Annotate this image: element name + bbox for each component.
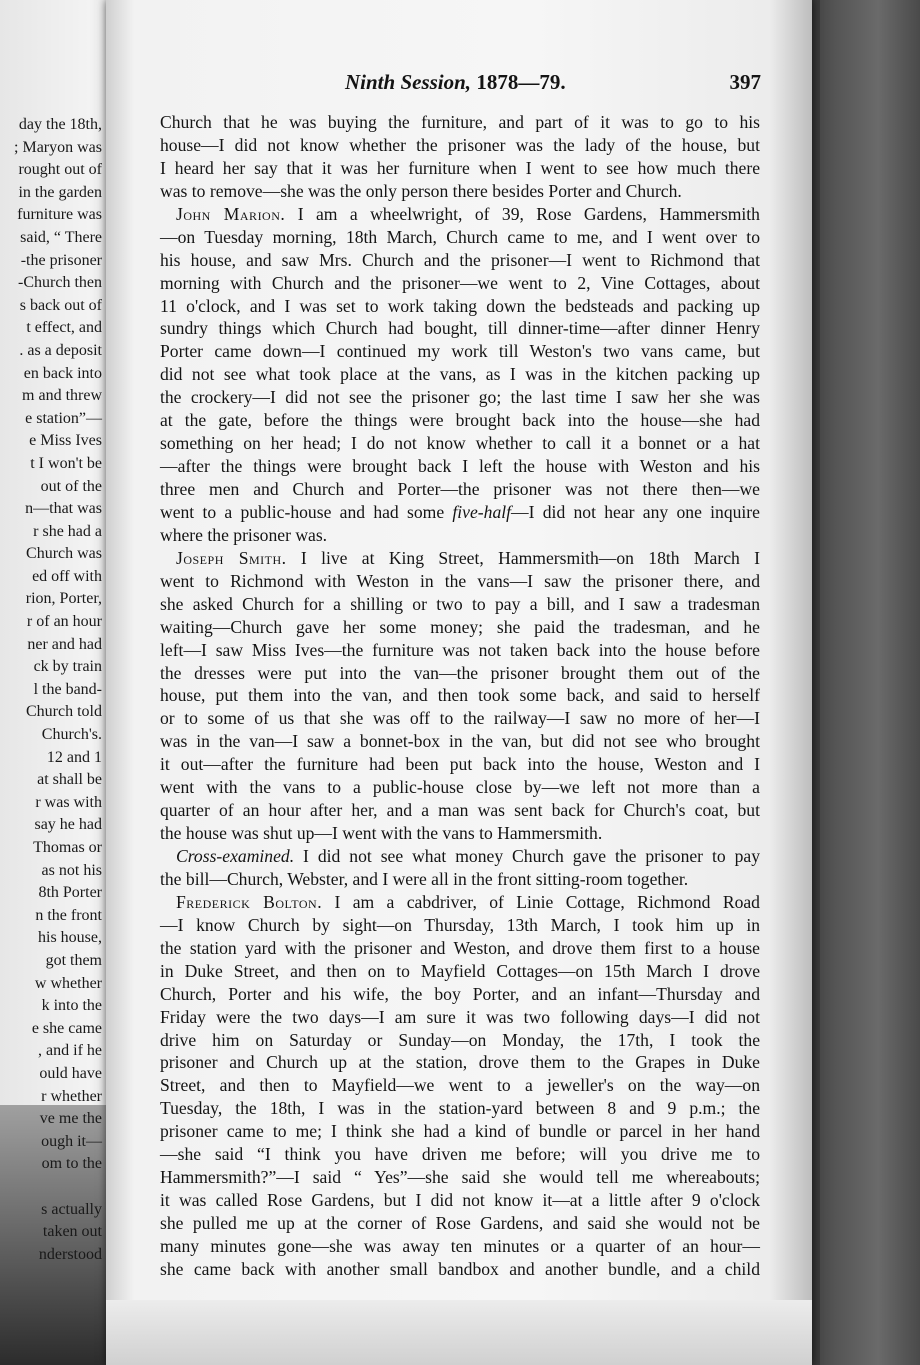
text-line	[160, 822, 760, 845]
page-bottom-margin	[106, 1300, 812, 1365]
facing-page-text	[0, 114, 102, 1266]
text-line: Street, and then to Mayfield—we went to a jeweller's on the way—on	[160, 1075, 760, 1096]
text-line: prisoner and Church up at the station, drove them to the Grapes in Duke	[160, 1052, 760, 1073]
text-line: the dresses were put into the van—the prisoner brought them out of the	[160, 662, 760, 683]
witness-name: Joseph Smith.	[176, 547, 287, 568]
text-line: it was called Rose Gardens, but I did not know it—at a little after 9 o'clock	[160, 1190, 760, 1211]
facing-page-line: rion, Porter,	[25, 590, 102, 608]
page-number: 397	[729, 70, 761, 94]
page-body	[160, 111, 760, 1281]
facing-page-line: as not his	[41, 861, 102, 879]
text-line: Church, Porter and his wife, the boy Porter, and an infant—Thursday and	[160, 983, 760, 1004]
facing-page-line: e station”—	[25, 409, 102, 427]
facing-page-line: taken out	[42, 1223, 102, 1241]
text-line: 11 o'clock, and I was set to work taking down the bedsteads and packing up	[160, 295, 760, 316]
text-line: Tuesday, the 18th, I was in the station-yard between 8 and 9 p.m.; the	[160, 1098, 760, 1119]
facing-page-line: ould have	[39, 1064, 102, 1082]
text-line: in Duke Street, and then on to Mayfield Cottages—on 15th March I drove	[160, 960, 760, 981]
text-line: Porter came down—I continued my work till Weston's two vans came, but	[160, 341, 760, 362]
facing-page-line: e she came	[31, 1019, 102, 1037]
text-line: drive him on Saturday or Sunday—on Monday, the 17th, I took the	[160, 1029, 760, 1050]
facing-page-line: s actually	[41, 1200, 102, 1218]
text-line: she came back with another small bandbox and another bundle, and a child	[160, 1258, 760, 1279]
text-line: —after the things were brought back I left the house with Weston and his	[160, 456, 760, 477]
text-line: Church that he was buying the furniture, and part of it was to go to his	[160, 112, 760, 132]
facing-page-line: Church was	[26, 545, 102, 563]
text-line: waiting—Church gave her some money; she paid the tradesman, and he	[160, 616, 760, 637]
text-line	[160, 868, 760, 891]
testimony-text: —I did not hear any one inquire	[511, 501, 760, 522]
text-line	[160, 501, 760, 524]
paragraph-start	[160, 845, 760, 868]
text-line: was in the van—I saw a bonnet-box in the van, but did not see who brought	[160, 731, 760, 752]
facing-page-line: day the 18th,	[18, 116, 102, 133]
text-line: prisoner came to me; I think she had a kind of bundle or parcel in her hand	[160, 1121, 760, 1142]
facing-page-line: 8th Porter	[38, 884, 102, 902]
facing-page-line: . as a deposit	[19, 341, 102, 359]
facing-page-line: e Miss Ives	[29, 432, 102, 450]
paragraph-start	[160, 547, 760, 570]
text-line: or to some of us that she was off to the railway—I saw no more of her—I	[160, 708, 760, 729]
facing-page-line: -Church then	[18, 274, 102, 292]
cross-examined-label: Cross-examined.	[176, 846, 295, 866]
testimony-text: the house was shut up—I went with the vans to Hammersmith.	[160, 823, 603, 844]
text-line: she pulled me up at the corner of Rose Gardens, and said she would not be	[160, 1213, 760, 1233]
text-line: Friday were the two days—I am sure it was two following days—I did not	[160, 1006, 760, 1027]
facing-page-line: in the garden	[18, 183, 102, 201]
facing-page-line: ; Maryon was	[14, 138, 102, 156]
facing-page-line: r was with	[35, 793, 102, 811]
facing-page-line: t effect, and	[26, 319, 102, 337]
text-line: went with the vans to a public-house close by—we left not more than a	[160, 777, 760, 798]
facing-page-line: ough it—	[41, 1132, 102, 1150]
facing-page-line: his house,	[38, 929, 102, 947]
facing-page-line: got them	[45, 951, 102, 969]
facing-page-line: say he had	[34, 816, 102, 834]
text-line: went to Richmond with Weston in the vans—I saw the prisoner there, and	[160, 570, 760, 591]
facing-page-line: n the front	[35, 906, 102, 924]
text-line	[160, 524, 760, 547]
testimony-text: went to a public-house and had some	[160, 501, 453, 522]
text-line: she asked Church for a shilling or two to pay a bill, and I saw a tradesman	[160, 593, 760, 614]
text-line: the station yard with the prisoner and Weston, and drove them first to a house	[160, 937, 760, 958]
witness-name: Frederick Bolton.	[176, 891, 323, 912]
facing-page-line: Church told	[26, 703, 102, 721]
facing-page-line: r whether	[41, 1087, 102, 1105]
facing-page-line	[0, 1176, 102, 1199]
text-line: —I know Church by sight—on Thursday, 13th March, I took him up in	[160, 914, 760, 935]
facing-page-line: furniture was	[17, 206, 102, 224]
facing-page-line: om to the	[41, 1155, 102, 1173]
facing-page-line: rought out of	[18, 161, 102, 179]
text-line: morning with Church and the prisoner—we went to 2, Vine Cottages, about	[160, 272, 760, 293]
facing-page-line: ner and had	[27, 635, 102, 653]
text-line: left—I saw Miss Ives—the furniture was not taken back into the house before	[160, 639, 760, 660]
facing-page-line: m and threw	[22, 387, 102, 405]
text-line: many minutes gone—she was away ten minutes or a quarter of an hour—	[160, 1235, 760, 1256]
text-line: house, put them into the van, and then took some back, and said to herself	[160, 685, 760, 706]
facing-page-line: said, “ There	[20, 228, 102, 246]
facing-page-line: w whether	[34, 974, 102, 992]
text-line: his house, and saw Mrs. Church and the prisoner—I went to Richmond that	[160, 249, 760, 270]
italic-term: five-half	[452, 501, 512, 522]
facing-page-line: 12 and 1	[46, 748, 102, 766]
facing-page-line: t I won't be	[30, 454, 102, 472]
text-line: Hammersmith?”—I said “ Yes”—she said she would tell me whereabouts;	[160, 1167, 760, 1188]
testimony-text: I did not see what money Church gave the prisoner to pay	[303, 846, 760, 866]
facing-page-line: Church's.	[41, 726, 102, 744]
facing-page-line: k into the	[41, 997, 102, 1015]
facing-page-line: ve me the	[39, 1110, 102, 1128]
facing-page-line: out of the	[40, 477, 102, 495]
testimony-text: I live at King Street, Hammersmith—on 18th March I	[300, 547, 761, 568]
facing-page-line: l the band-	[33, 680, 102, 698]
text-line: house—I did not know whether the prisoner was the lady of the house, but	[160, 134, 760, 155]
text-line: the crockery—I did not see the prisoner go; the last time I saw her she was	[160, 387, 760, 408]
facing-page-line: s back out of	[19, 296, 102, 314]
text-line: it out—after the furniture had been put back into the house, Weston and I	[160, 754, 760, 775]
facing-page-line: -the prisoner	[20, 251, 102, 269]
text-line: —on Tuesday morning, 18th March, Church came to me, and I went over to	[160, 226, 760, 247]
text-line: quarter of an hour after her, and a man was sent back for Church's coat, but	[160, 800, 760, 821]
text-line: sundry things which Church had bought, till dinner-time—after dinner Henry	[160, 318, 760, 339]
witness-name: John Marion.	[176, 203, 286, 224]
facing-page-line: ck by train	[33, 658, 102, 676]
text-line: —she said “I think you have driven me before; will you drive me to	[160, 1144, 760, 1165]
facing-page-line: en back into	[23, 364, 102, 382]
facing-page-line: r she had a	[33, 522, 102, 540]
facing-page-line: ed off with	[32, 567, 102, 585]
facing-page-line: at shall be	[37, 771, 102, 789]
paragraph-start	[160, 891, 760, 914]
text-line: at the gate, before the things were brought back into the house—she had	[160, 410, 760, 431]
text-line: three men and Church and Porter—the prisoner was not there then—we	[160, 479, 760, 499]
facing-page-line: Thomas or	[33, 839, 102, 856]
running-header	[160, 70, 765, 100]
testimony-text: I am a wheelwright, of 39, Rose Gardens, Hammersmith	[297, 203, 760, 224]
facing-page-line: , and if he	[38, 1042, 102, 1060]
text-line: something on her head; I do not know whether to call it a bonnet or a hat	[160, 433, 760, 454]
text-line: did not see what took place at the vans, as I was in the kitchen packing up	[160, 364, 760, 385]
testimony-text: I am a cabdriver, of Linie Cottage, Richmond Road	[334, 891, 760, 912]
facing-page-line: n—that was	[25, 500, 102, 518]
facing-page-line: r of an hour	[26, 613, 102, 631]
session-year: 1878—79.	[476, 70, 566, 94]
text-line: I heard her say that it was her furniture when I went to see how much there	[160, 157, 760, 178]
text-line: was to remove—she was the only person there besides Porter and Church.	[160, 180, 682, 201]
paragraph-start	[160, 203, 760, 226]
facing-page-line: nderstood	[38, 1245, 102, 1263]
testimony-text: the bill—Church, Webster, and I were all in the front sitting-room together.	[160, 868, 689, 889]
testimony-text: where the prisoner was.	[160, 524, 328, 545]
session-title: Ninth Session, 1878—79.	[345, 70, 566, 94]
